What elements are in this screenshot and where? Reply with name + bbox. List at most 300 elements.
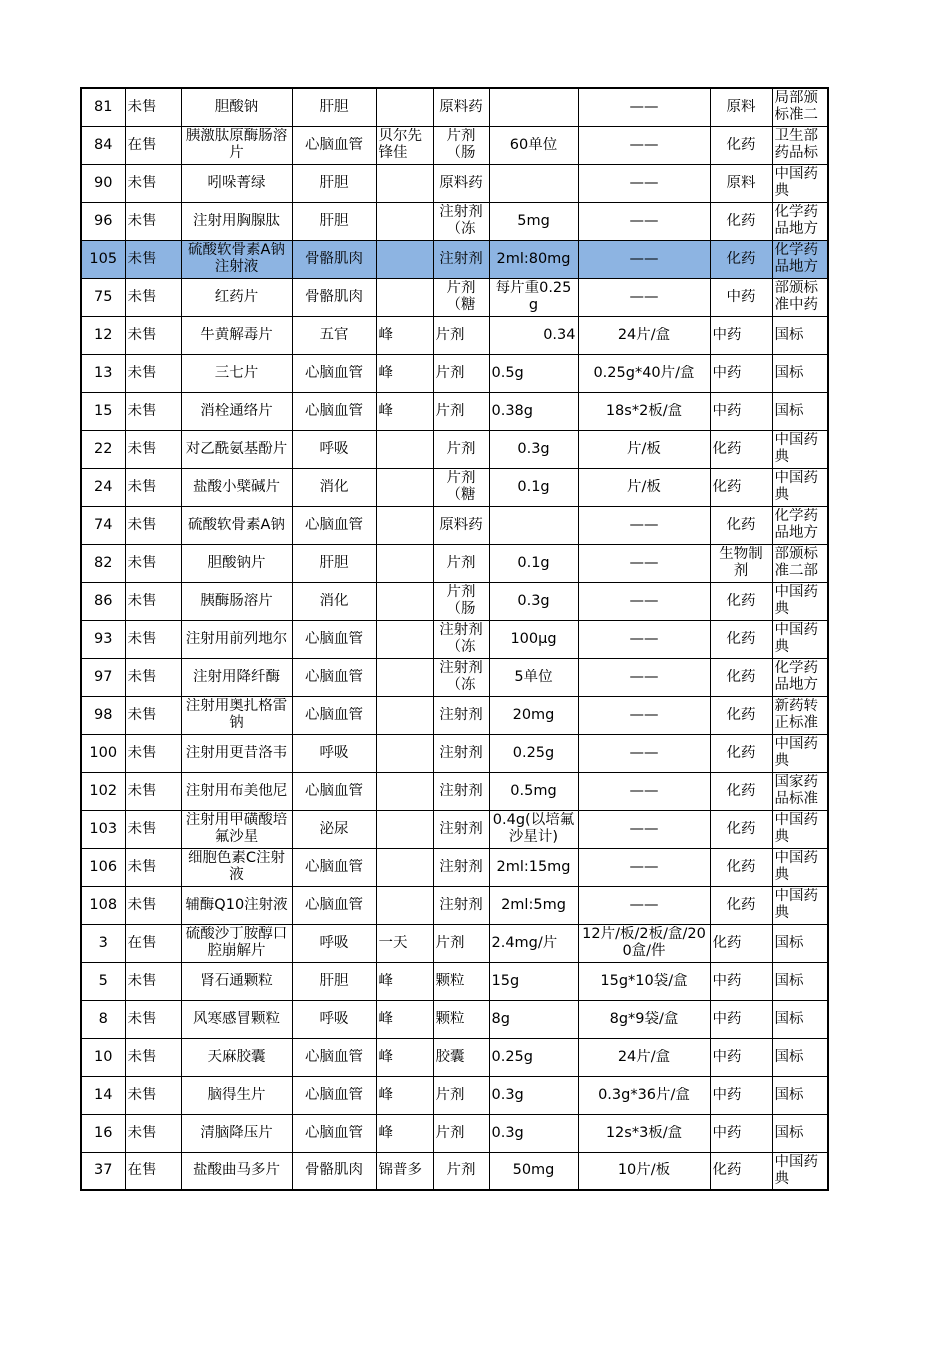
spec-cell[interactable] xyxy=(489,1038,578,1076)
brand-cell[interactable] xyxy=(376,1038,433,1076)
brand-cell[interactable] xyxy=(376,810,433,848)
category-cell[interactable] xyxy=(292,506,376,544)
standard-cell[interactable] xyxy=(772,848,828,886)
form-cell[interactable] xyxy=(433,658,489,696)
standard-cell[interactable] xyxy=(772,1038,828,1076)
type-cell[interactable] xyxy=(710,1076,772,1114)
standard-cell[interactable] xyxy=(772,1114,828,1152)
id-cell[interactable] xyxy=(81,1152,125,1190)
status-cell[interactable] xyxy=(125,430,181,468)
name-cell[interactable] xyxy=(181,506,292,544)
type-cell[interactable] xyxy=(710,582,772,620)
status-cell[interactable] xyxy=(125,354,181,392)
package-cell[interactable] xyxy=(578,1000,710,1038)
status-cell[interactable] xyxy=(125,544,181,582)
brand-cell[interactable] xyxy=(376,316,433,354)
id-cell[interactable] xyxy=(81,544,125,582)
id-cell[interactable] xyxy=(81,392,125,430)
spec-cell[interactable] xyxy=(489,1152,578,1190)
spec-cell[interactable] xyxy=(489,316,578,354)
brand-cell[interactable] xyxy=(376,924,433,962)
standard-cell[interactable] xyxy=(772,240,828,278)
status-cell[interactable] xyxy=(125,658,181,696)
brand-cell[interactable] xyxy=(376,126,433,164)
spec-cell[interactable] xyxy=(489,924,578,962)
category-cell[interactable] xyxy=(292,1000,376,1038)
name-cell[interactable] xyxy=(181,962,292,1000)
package-cell[interactable] xyxy=(578,772,710,810)
id-cell[interactable] xyxy=(81,430,125,468)
spec-cell[interactable] xyxy=(489,1114,578,1152)
package-cell[interactable] xyxy=(578,354,710,392)
type-cell[interactable] xyxy=(710,848,772,886)
table-row[interactable] xyxy=(81,202,828,240)
id-cell[interactable] xyxy=(81,962,125,1000)
name-cell[interactable] xyxy=(181,582,292,620)
package-cell[interactable] xyxy=(578,1038,710,1076)
type-cell[interactable] xyxy=(710,620,772,658)
spec-cell[interactable] xyxy=(489,164,578,202)
name-cell[interactable] xyxy=(181,430,292,468)
brand-cell[interactable] xyxy=(376,202,433,240)
type-cell[interactable] xyxy=(710,126,772,164)
form-cell[interactable] xyxy=(433,734,489,772)
brand-cell[interactable] xyxy=(376,1000,433,1038)
spec-cell[interactable] xyxy=(489,544,578,582)
package-cell[interactable] xyxy=(578,848,710,886)
form-cell[interactable] xyxy=(433,392,489,430)
status-cell[interactable] xyxy=(125,88,181,126)
name-cell[interactable] xyxy=(181,1076,292,1114)
table-row[interactable] xyxy=(81,278,828,316)
category-cell[interactable] xyxy=(292,392,376,430)
spec-cell[interactable] xyxy=(489,430,578,468)
package-cell[interactable] xyxy=(578,810,710,848)
name-cell[interactable] xyxy=(181,1038,292,1076)
type-cell[interactable] xyxy=(710,354,772,392)
table-row[interactable] xyxy=(81,126,828,164)
type-cell[interactable] xyxy=(710,658,772,696)
brand-cell[interactable] xyxy=(376,164,433,202)
id-cell[interactable] xyxy=(81,278,125,316)
table-row[interactable] xyxy=(81,886,828,924)
type-cell[interactable] xyxy=(710,544,772,582)
name-cell[interactable] xyxy=(181,734,292,772)
standard-cell[interactable] xyxy=(772,962,828,1000)
spec-cell[interactable] xyxy=(489,696,578,734)
id-cell[interactable] xyxy=(81,88,125,126)
brand-cell[interactable] xyxy=(376,1114,433,1152)
form-cell[interactable] xyxy=(433,240,489,278)
form-cell[interactable] xyxy=(433,810,489,848)
standard-cell[interactable] xyxy=(772,430,828,468)
type-cell[interactable] xyxy=(710,240,772,278)
package-cell[interactable] xyxy=(578,392,710,430)
table-row[interactable] xyxy=(81,924,828,962)
spec-cell[interactable] xyxy=(489,962,578,1000)
type-cell[interactable] xyxy=(710,810,772,848)
id-cell[interactable] xyxy=(81,354,125,392)
category-cell[interactable] xyxy=(292,772,376,810)
id-cell[interactable] xyxy=(81,886,125,924)
form-cell[interactable] xyxy=(433,620,489,658)
package-cell[interactable] xyxy=(578,164,710,202)
standard-cell[interactable] xyxy=(772,734,828,772)
type-cell[interactable] xyxy=(710,772,772,810)
package-cell[interactable] xyxy=(578,430,710,468)
package-cell[interactable] xyxy=(578,734,710,772)
package-cell[interactable] xyxy=(578,696,710,734)
table-row[interactable] xyxy=(81,316,828,354)
form-cell[interactable] xyxy=(433,164,489,202)
type-cell[interactable] xyxy=(710,1038,772,1076)
form-cell[interactable] xyxy=(433,354,489,392)
table-row[interactable] xyxy=(81,1038,828,1076)
category-cell[interactable] xyxy=(292,924,376,962)
standard-cell[interactable] xyxy=(772,126,828,164)
brand-cell[interactable] xyxy=(376,278,433,316)
form-cell[interactable] xyxy=(433,772,489,810)
brand-cell[interactable] xyxy=(376,772,433,810)
table-row[interactable] xyxy=(81,1114,828,1152)
name-cell[interactable] xyxy=(181,924,292,962)
form-cell[interactable] xyxy=(433,886,489,924)
type-cell[interactable] xyxy=(710,924,772,962)
table-row[interactable] xyxy=(81,354,828,392)
standard-cell[interactable] xyxy=(772,658,828,696)
form-cell[interactable] xyxy=(433,696,489,734)
spec-cell[interactable] xyxy=(489,202,578,240)
status-cell[interactable] xyxy=(125,392,181,430)
name-cell[interactable] xyxy=(181,88,292,126)
type-cell[interactable] xyxy=(710,506,772,544)
category-cell[interactable] xyxy=(292,1114,376,1152)
table-row[interactable] xyxy=(81,848,828,886)
spec-cell[interactable] xyxy=(489,468,578,506)
package-cell[interactable] xyxy=(578,620,710,658)
table-row[interactable] xyxy=(81,164,828,202)
form-cell[interactable] xyxy=(433,506,489,544)
package-cell[interactable] xyxy=(578,658,710,696)
brand-cell[interactable] xyxy=(376,468,433,506)
type-cell[interactable] xyxy=(710,886,772,924)
id-cell[interactable] xyxy=(81,772,125,810)
name-cell[interactable] xyxy=(181,1114,292,1152)
package-cell[interactable] xyxy=(578,316,710,354)
id-cell[interactable] xyxy=(81,1038,125,1076)
package-cell[interactable] xyxy=(578,278,710,316)
status-cell[interactable] xyxy=(125,1000,181,1038)
form-cell[interactable] xyxy=(433,544,489,582)
package-cell[interactable] xyxy=(578,88,710,126)
standard-cell[interactable] xyxy=(772,88,828,126)
id-cell[interactable] xyxy=(81,240,125,278)
id-cell[interactable] xyxy=(81,696,125,734)
spec-cell[interactable] xyxy=(489,772,578,810)
standard-cell[interactable] xyxy=(772,278,828,316)
standard-cell[interactable] xyxy=(772,354,828,392)
standard-cell[interactable] xyxy=(772,1000,828,1038)
standard-cell[interactable] xyxy=(772,316,828,354)
brand-cell[interactable] xyxy=(376,240,433,278)
type-cell[interactable] xyxy=(710,734,772,772)
category-cell[interactable] xyxy=(292,126,376,164)
category-cell[interactable] xyxy=(292,620,376,658)
id-cell[interactable] xyxy=(81,924,125,962)
id-cell[interactable] xyxy=(81,506,125,544)
status-cell[interactable] xyxy=(125,316,181,354)
table-row[interactable] xyxy=(81,506,828,544)
status-cell[interactable] xyxy=(125,734,181,772)
brand-cell[interactable] xyxy=(376,506,433,544)
type-cell[interactable] xyxy=(710,430,772,468)
spec-cell[interactable] xyxy=(489,88,578,126)
id-cell[interactable] xyxy=(81,468,125,506)
status-cell[interactable] xyxy=(125,886,181,924)
spec-cell[interactable] xyxy=(489,658,578,696)
form-cell[interactable] xyxy=(433,278,489,316)
standard-cell[interactable] xyxy=(772,544,828,582)
package-cell[interactable] xyxy=(578,1152,710,1190)
form-cell[interactable] xyxy=(433,1038,489,1076)
type-cell[interactable] xyxy=(710,1114,772,1152)
type-cell[interactable] xyxy=(710,316,772,354)
status-cell[interactable] xyxy=(125,924,181,962)
status-cell[interactable] xyxy=(125,468,181,506)
status-cell[interactable] xyxy=(125,202,181,240)
name-cell[interactable] xyxy=(181,202,292,240)
package-cell[interactable] xyxy=(578,1076,710,1114)
type-cell[interactable] xyxy=(710,278,772,316)
name-cell[interactable] xyxy=(181,316,292,354)
table-row[interactable] xyxy=(81,582,828,620)
id-cell[interactable] xyxy=(81,848,125,886)
category-cell[interactable] xyxy=(292,354,376,392)
package-cell[interactable] xyxy=(578,962,710,1000)
form-cell[interactable] xyxy=(433,582,489,620)
spec-cell[interactable] xyxy=(489,278,578,316)
table-row[interactable] xyxy=(81,1000,828,1038)
standard-cell[interactable] xyxy=(772,392,828,430)
spec-cell[interactable] xyxy=(489,734,578,772)
category-cell[interactable] xyxy=(292,240,376,278)
type-cell[interactable] xyxy=(710,1000,772,1038)
category-cell[interactable] xyxy=(292,278,376,316)
standard-cell[interactable] xyxy=(772,1152,828,1190)
name-cell[interactable] xyxy=(181,1152,292,1190)
spec-cell[interactable] xyxy=(489,240,578,278)
brand-cell[interactable] xyxy=(376,658,433,696)
package-cell[interactable] xyxy=(578,924,710,962)
category-cell[interactable] xyxy=(292,658,376,696)
standard-cell[interactable] xyxy=(772,468,828,506)
category-cell[interactable] xyxy=(292,316,376,354)
standard-cell[interactable] xyxy=(772,582,828,620)
status-cell[interactable] xyxy=(125,1152,181,1190)
name-cell[interactable] xyxy=(181,354,292,392)
spec-cell[interactable] xyxy=(489,886,578,924)
form-cell[interactable] xyxy=(433,430,489,468)
category-cell[interactable] xyxy=(292,468,376,506)
id-cell[interactable] xyxy=(81,1076,125,1114)
package-cell[interactable] xyxy=(578,240,710,278)
type-cell[interactable] xyxy=(710,468,772,506)
form-cell[interactable] xyxy=(433,1152,489,1190)
status-cell[interactable] xyxy=(125,962,181,1000)
type-cell[interactable] xyxy=(710,392,772,430)
spec-cell[interactable] xyxy=(489,506,578,544)
category-cell[interactable] xyxy=(292,696,376,734)
spec-cell[interactable] xyxy=(489,848,578,886)
category-cell[interactable] xyxy=(292,88,376,126)
status-cell[interactable] xyxy=(125,1076,181,1114)
brand-cell[interactable] xyxy=(376,734,433,772)
name-cell[interactable] xyxy=(181,544,292,582)
spec-cell[interactable] xyxy=(489,620,578,658)
status-cell[interactable] xyxy=(125,278,181,316)
table-row[interactable] xyxy=(81,1152,828,1190)
type-cell[interactable] xyxy=(710,88,772,126)
table-row[interactable] xyxy=(81,392,828,430)
table-row[interactable] xyxy=(81,1076,828,1114)
form-cell[interactable] xyxy=(433,1000,489,1038)
form-cell[interactable] xyxy=(433,848,489,886)
id-cell[interactable] xyxy=(81,164,125,202)
standard-cell[interactable] xyxy=(772,886,828,924)
standard-cell[interactable] xyxy=(772,772,828,810)
status-cell[interactable] xyxy=(125,506,181,544)
table-row[interactable] xyxy=(81,734,828,772)
package-cell[interactable] xyxy=(578,544,710,582)
brand-cell[interactable] xyxy=(376,848,433,886)
id-cell[interactable] xyxy=(81,620,125,658)
name-cell[interactable] xyxy=(181,392,292,430)
id-cell[interactable] xyxy=(81,1114,125,1152)
category-cell[interactable] xyxy=(292,734,376,772)
type-cell[interactable] xyxy=(710,696,772,734)
category-cell[interactable] xyxy=(292,582,376,620)
table-row[interactable] xyxy=(81,620,828,658)
form-cell[interactable] xyxy=(433,202,489,240)
category-cell[interactable] xyxy=(292,544,376,582)
name-cell[interactable] xyxy=(181,278,292,316)
category-cell[interactable] xyxy=(292,1076,376,1114)
id-cell[interactable] xyxy=(81,658,125,696)
status-cell[interactable] xyxy=(125,1114,181,1152)
spec-cell[interactable] xyxy=(489,1000,578,1038)
standard-cell[interactable] xyxy=(772,1076,828,1114)
brand-cell[interactable] xyxy=(376,696,433,734)
table-row[interactable] xyxy=(81,772,828,810)
form-cell[interactable] xyxy=(433,1076,489,1114)
standard-cell[interactable] xyxy=(772,924,828,962)
category-cell[interactable] xyxy=(292,430,376,468)
status-cell[interactable] xyxy=(125,696,181,734)
form-cell[interactable] xyxy=(433,962,489,1000)
package-cell[interactable] xyxy=(578,582,710,620)
brand-cell[interactable] xyxy=(376,582,433,620)
package-cell[interactable] xyxy=(578,506,710,544)
spec-cell[interactable] xyxy=(489,354,578,392)
table-row[interactable] xyxy=(81,468,828,506)
id-cell[interactable] xyxy=(81,1000,125,1038)
id-cell[interactable] xyxy=(81,810,125,848)
table-row[interactable] xyxy=(81,430,828,468)
brand-cell[interactable] xyxy=(376,620,433,658)
type-cell[interactable] xyxy=(710,1152,772,1190)
spec-cell[interactable] xyxy=(489,1076,578,1114)
name-cell[interactable] xyxy=(181,696,292,734)
status-cell[interactable] xyxy=(125,164,181,202)
package-cell[interactable] xyxy=(578,202,710,240)
status-cell[interactable] xyxy=(125,126,181,164)
table-row[interactable] xyxy=(81,962,828,1000)
spec-cell[interactable] xyxy=(489,126,578,164)
category-cell[interactable] xyxy=(292,962,376,1000)
package-cell[interactable] xyxy=(578,468,710,506)
type-cell[interactable] xyxy=(710,202,772,240)
status-cell[interactable] xyxy=(125,1038,181,1076)
brand-cell[interactable] xyxy=(376,88,433,126)
standard-cell[interactable] xyxy=(772,164,828,202)
status-cell[interactable] xyxy=(125,620,181,658)
id-cell[interactable] xyxy=(81,734,125,772)
name-cell[interactable] xyxy=(181,848,292,886)
id-cell[interactable] xyxy=(81,202,125,240)
name-cell[interactable] xyxy=(181,658,292,696)
name-cell[interactable] xyxy=(181,126,292,164)
package-cell[interactable] xyxy=(578,126,710,164)
status-cell[interactable] xyxy=(125,810,181,848)
spec-cell[interactable] xyxy=(489,810,578,848)
category-cell[interactable] xyxy=(292,1038,376,1076)
name-cell[interactable] xyxy=(181,886,292,924)
brand-cell[interactable] xyxy=(376,1076,433,1114)
form-cell[interactable] xyxy=(433,88,489,126)
form-cell[interactable] xyxy=(433,468,489,506)
name-cell[interactable] xyxy=(181,164,292,202)
table-row[interactable] xyxy=(81,810,828,848)
table-row[interactable] xyxy=(81,88,828,126)
status-cell[interactable] xyxy=(125,848,181,886)
category-cell[interactable] xyxy=(292,810,376,848)
standard-cell[interactable] xyxy=(772,696,828,734)
type-cell[interactable] xyxy=(710,962,772,1000)
form-cell[interactable] xyxy=(433,924,489,962)
table-row[interactable] xyxy=(81,240,828,278)
name-cell[interactable] xyxy=(181,468,292,506)
standard-cell[interactable] xyxy=(772,620,828,658)
brand-cell[interactable] xyxy=(376,392,433,430)
category-cell[interactable] xyxy=(292,202,376,240)
category-cell[interactable] xyxy=(292,848,376,886)
id-cell[interactable] xyxy=(81,126,125,164)
name-cell[interactable] xyxy=(181,810,292,848)
brand-cell[interactable] xyxy=(376,430,433,468)
form-cell[interactable] xyxy=(433,1114,489,1152)
standard-cell[interactable] xyxy=(772,506,828,544)
id-cell[interactable] xyxy=(81,582,125,620)
name-cell[interactable] xyxy=(181,620,292,658)
name-cell[interactable] xyxy=(181,1000,292,1038)
table-row[interactable] xyxy=(81,544,828,582)
standard-cell[interactable] xyxy=(772,202,828,240)
form-cell[interactable] xyxy=(433,316,489,354)
status-cell[interactable] xyxy=(125,582,181,620)
status-cell[interactable] xyxy=(125,772,181,810)
form-cell[interactable] xyxy=(433,126,489,164)
category-cell[interactable] xyxy=(292,886,376,924)
